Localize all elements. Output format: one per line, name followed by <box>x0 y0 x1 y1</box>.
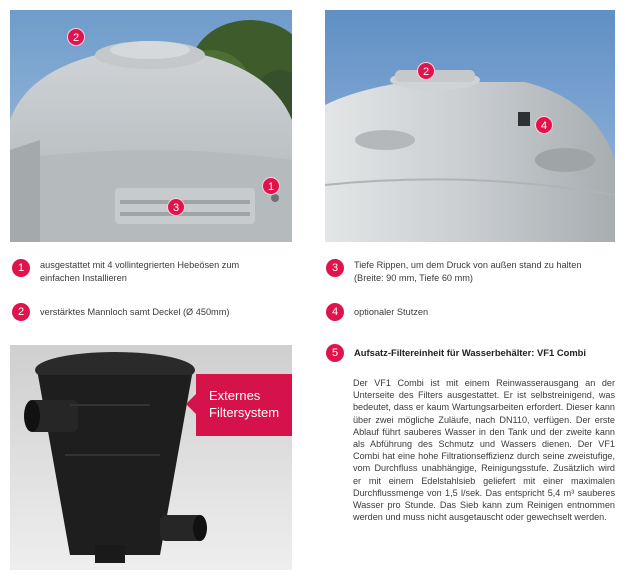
legend-number: 3 <box>326 259 344 277</box>
badge-line-1: Externes <box>209 388 261 403</box>
legend-number: 4 <box>326 303 344 321</box>
vf1-combi-description: Der VF1 Combi ist mit einem Reinwasserausgang an der Unterseite des Filters ausgestattet. Er ist selbstreinigend, was bedeutet, dass er kaum Wartungsarbeiten erfordert. Dieser kann über zwei mögliche Zuläufe, nach DN110, verfügen. Der erste Ablauf führt sauberes Wasser in den Tank und der zweite kann als Abführung des Schmutz und Wassers dienen. Der VF1 Combi hat eine hohe Filtrationseffizienz durch seine zweistufige, vom Durchfluss unabhängige, Reinigungsstufe. Zusätzlich wird er mit einem Edelstahlsieb geliefert mit einer maximalen Durchflussmenge von 1,5 l/sek. Das entspricht 5,4 m³ sauberes Wasser pro Stunde. Das Sieb kann zum Reinigen entnommen werden und muss nicht ausgetauscht oder gewechselt werden. <box>353 378 615 523</box>
marker-2: 2 <box>417 62 435 80</box>
vf1-combi-title: Aufsatz-Filtereinheit für Wasserbehälter: VF1 Combi <box>354 347 586 358</box>
tank-photo-top-left <box>10 10 292 242</box>
legend-text: optionaler Stutzen <box>354 307 429 317</box>
marker-2: 2 <box>67 28 85 46</box>
marker-3: 3 <box>167 198 185 216</box>
legend-text: Tiefe Rippen, um dem Druck von außen stand zu halten (Breite: 90 mm, Tiefe 60 mm) <box>354 260 582 283</box>
legend-item-4 <box>326 303 616 321</box>
legend-number: 2 <box>12 303 30 321</box>
legend-text: verstärktes Mannloch samt Deckel (Ø 450mm) <box>40 307 230 317</box>
external-filter-badge <box>196 374 292 436</box>
legend-number: 1 <box>12 259 30 277</box>
legend-item-5 <box>326 344 616 362</box>
marker-1: 1 <box>262 177 280 195</box>
legend-item-1 <box>12 259 292 284</box>
legend-item-3 <box>326 259 616 284</box>
legend-text: ausgestattet mit 4 vollintegrierten Hebeösen zum einfachen Installieren <box>40 260 240 283</box>
badge-line-2: Filtersystem <box>209 405 280 420</box>
legend-number: 5 <box>326 344 344 362</box>
legend-item-2 <box>12 303 292 321</box>
marker-4: 4 <box>535 116 553 134</box>
tank-photo-top-right <box>325 10 615 242</box>
